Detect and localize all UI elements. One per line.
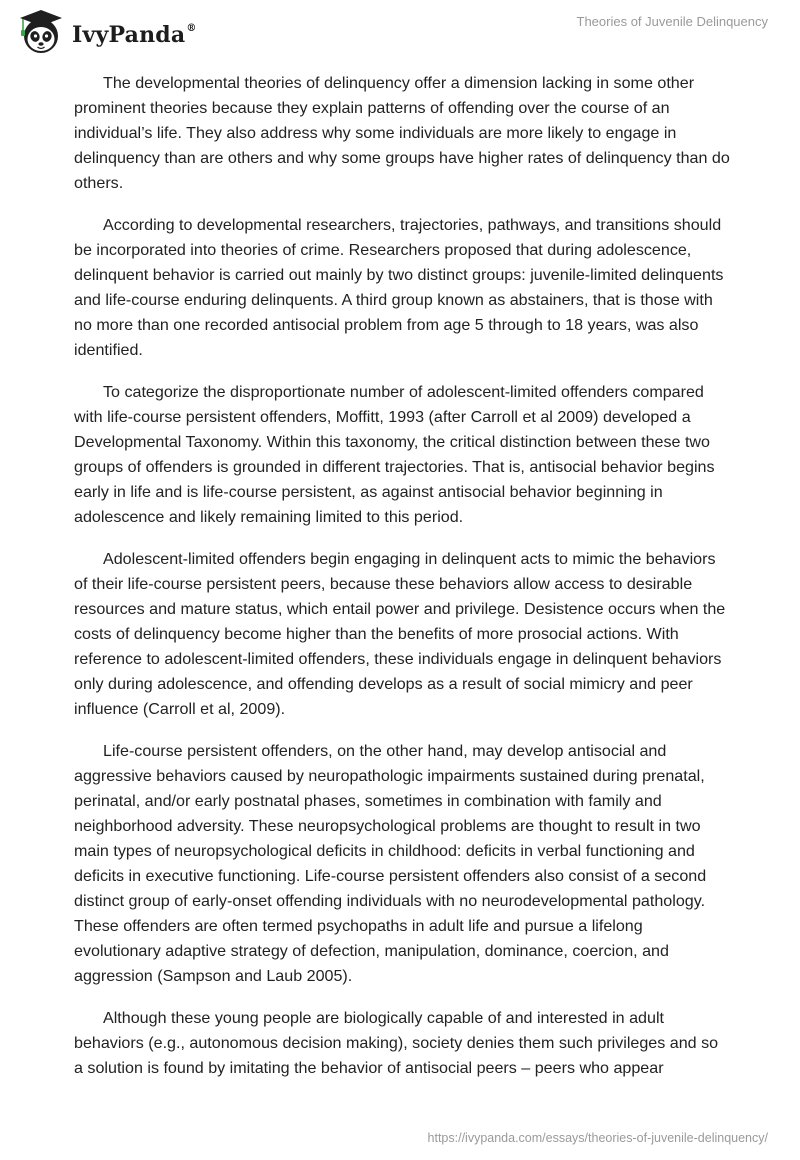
panda-graduate-icon [14, 7, 66, 59]
ivypanda-logo[interactable] [14, 7, 197, 59]
registered-mark: ® [186, 22, 197, 34]
paragraph: According to developmental researchers, trajectories, pathways, and transitions should be incorporated into theories of crime. Researchers proposed that during adolescence, delinquent behavior is carried out mainly by two distinct groups: juvenile-limited delinquents and life-course enduring delinquents. A third group known as abstainers, that is those with no more than one recorded antisocial problem from age 5 through to 18 years, was also identified. [74, 216, 724, 359]
paragraph: Adolescent-limited offenders begin engaging in delinquent acts to mimic the behaviors of their life-course persistent peers, because these behaviors allow access to desirable resources and mature status, which entail power and privilege. Desistence occurs when the costs of delinquency become higher than the benefits of more prosocial actions. With reference to adolescent-limited offenders, these individuals engage in delinquent behaviors only during adolescence, and offending develops as a result of social mimicry and peer influence (Carroll et al, 2009). [74, 550, 726, 718]
source-url-link[interactable]: https://ivypanda.com/essays/theories-of-juvenile-delinquency/ [427, 1131, 768, 1145]
paragraph: The developmental theories of delinquency offer a dimension lacking in some other prominent theories because they explain patterns of offending over the course of an individual’s life. They also address why some individuals are more likely to engage in delinquency than are others and why some groups have higher rates of delinquency than do others. [74, 74, 730, 192]
page-header [0, 0, 800, 64]
paragraph: To categorize the disproportionate number of adolescent-limited offenders compared with life-course persistent offenders, Moffitt, 1993 (after Carroll et al 2009) developed a Developmental Taxonomy. Within this taxonomy, the critical distinction between these two groups of offenders is grounded in different trajectories. That is, antisocial behavior begins early in life and is life-course persistent, as against antisocial behavior beginning in adolescence and likely remaining limited to this period. [74, 383, 715, 526]
essay-body [74, 71, 730, 1098]
paragraph: Although these young people are biologically capable of and interested in adult behaviors (e.g., autonomous decision making), society denies them such privileges and so a solution is found by imitating the behavior of antisocial peers – peers who appear [74, 1009, 719, 1077]
brand-name: IvyPanda® [72, 22, 197, 48]
paragraph: Life-course persistent offenders, on the other hand, may develop antisocial and aggressive behaviors caused by neuropathologic impairments sustained during prenatal, perinatal, and/or early postnatal phases, sometimes in combination with family and neighborhood adversity. These neuropsychological problems are thought to result in two main types of neuropsychological deficits in childhood: deficits in verbal functioning and deficits in executive functioning. Life-course persistent offenders also consist of a second distinct group of early-onset offending individuals with no neurodevelopmental pathology. These offenders are often termed psychopaths in adult life and pursue a lifelong evolutionary adaptive strategy of defection, manipulation, dominance, coercion, and aggression (Sampson and Laub 2005). [74, 742, 707, 985]
document-title: Theories of Juvenile Delinquency [576, 14, 768, 29]
